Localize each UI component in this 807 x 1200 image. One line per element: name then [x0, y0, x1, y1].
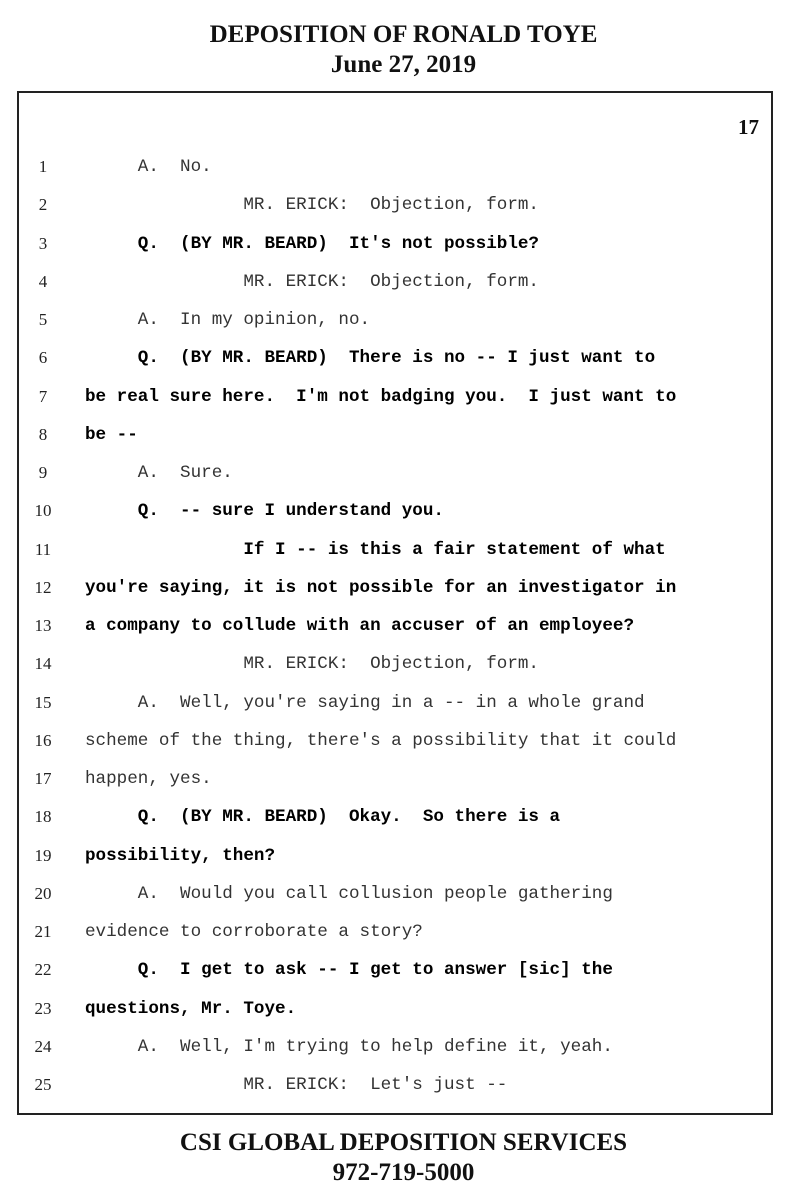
transcript-line — [19, 195, 771, 233]
transcript-line — [19, 616, 771, 654]
line-text: Q. -- sure I understand you. — [85, 501, 444, 522]
line-number: 24 — [34, 1036, 52, 1056]
line-text: a company to collude with an accuser of an employee? — [85, 616, 635, 636]
transcript-line — [19, 425, 771, 463]
transcript-line — [19, 540, 771, 578]
line-number: 15 — [34, 692, 52, 712]
transcript-line — [19, 578, 771, 616]
company-phone: 972-719-5000 — [332, 1159, 475, 1186]
line-text: possibility, then? — [85, 845, 276, 866]
transcript-page — [17, 91, 773, 1115]
transcript-line — [19, 1037, 771, 1075]
line-text: MR. ERICK: Objection, form. — [85, 195, 539, 216]
document-header — [0, 20, 807, 80]
line-text: questions, Mr. Toye. — [85, 998, 297, 1019]
line-text: MR. ERICK: Objection, form. — [85, 271, 539, 292]
transcript-line — [19, 463, 771, 501]
transcript-line — [19, 846, 771, 884]
line-text: be -- — [85, 424, 138, 445]
transcript-line — [19, 960, 771, 998]
line-text: A. Would you call collusion people gathering — [85, 883, 613, 904]
line-number: 12 — [34, 577, 52, 597]
transcript-line — [19, 807, 771, 845]
line-text: scheme of the thing, there's a possibility that it could — [85, 730, 677, 751]
transcript-line — [19, 731, 771, 769]
line-number: 25 — [34, 1075, 52, 1094]
transcript-line — [19, 348, 771, 386]
line-text: evidence to corroborate a story? — [85, 922, 423, 942]
line-text: If I -- is this a fair statement of what — [85, 539, 666, 560]
line-number: 8 — [38, 424, 48, 444]
line-number: 20 — [34, 883, 52, 903]
company-name: CSI GLOBAL DEPOSITION SERVICES — [179, 1129, 628, 1156]
line-text: be real sure here. I'm not badging you. I just want to — [85, 386, 677, 407]
line-number: 13 — [34, 616, 52, 635]
transcript-line — [19, 157, 771, 195]
transcript-line — [19, 693, 771, 731]
line-text: Q. I get to ask -- I get to answer [sic] the — [85, 960, 613, 981]
transcript-line — [19, 999, 771, 1037]
document-footer — [0, 1128, 807, 1188]
line-number: 3 — [38, 233, 48, 253]
transcript-line — [19, 234, 771, 272]
deposition-title: DEPOSITION OF RONALD TOYE — [209, 21, 598, 48]
line-number: 16 — [34, 730, 52, 750]
line-number: 22 — [34, 960, 52, 980]
line-number: 21 — [34, 922, 52, 941]
line-text: Q. (BY MR. BEARD) Okay. So there is a — [85, 807, 561, 828]
line-number: 6 — [38, 348, 48, 368]
line-number: 17 — [34, 769, 52, 788]
line-number: 9 — [38, 463, 48, 482]
line-text: Q. (BY MR. BEARD) There is no -- I just want to — [85, 348, 656, 369]
transcript-line — [19, 501, 771, 539]
line-text: A. In my opinion, no. — [85, 310, 371, 330]
transcript-line — [19, 272, 771, 310]
transcript-line — [19, 769, 771, 807]
line-text: you're saying, it is not possible for an investigator in — [85, 577, 677, 598]
line-text: happen, yes. — [85, 769, 212, 789]
line-text: Q. (BY MR. BEARD) It's not possible? — [85, 233, 539, 254]
line-text: A. Well, you're saying in a -- in a whole grand — [85, 692, 645, 713]
transcript-line — [19, 922, 771, 960]
line-number: 2 — [38, 195, 48, 215]
line-number: 5 — [38, 310, 48, 329]
page-number: 17 — [738, 115, 759, 139]
line-number: 4 — [38, 271, 48, 291]
line-number: 18 — [34, 807, 52, 827]
transcript-line — [19, 1075, 771, 1113]
line-number: 7 — [38, 386, 48, 406]
line-number: 23 — [34, 998, 52, 1018]
line-text: A. Well, I'm trying to help define it, yeah. — [85, 1036, 613, 1057]
transcript-line — [19, 884, 771, 922]
transcript-line — [19, 310, 771, 348]
line-number: 1 — [38, 157, 48, 176]
deposition-date: June 27, 2019 — [330, 51, 477, 78]
line-number: 19 — [34, 845, 52, 865]
line-text: MR. ERICK: Objection, form. — [85, 654, 539, 675]
line-number: 14 — [34, 654, 52, 674]
line-text: A. No. — [85, 157, 212, 177]
line-number: 11 — [34, 539, 52, 559]
transcript-line — [19, 654, 771, 692]
transcript-line — [19, 387, 771, 425]
line-text: A. Sure. — [85, 463, 233, 483]
line-text: MR. ERICK: Let's just -- — [85, 1075, 508, 1095]
line-number: 10 — [34, 501, 52, 521]
